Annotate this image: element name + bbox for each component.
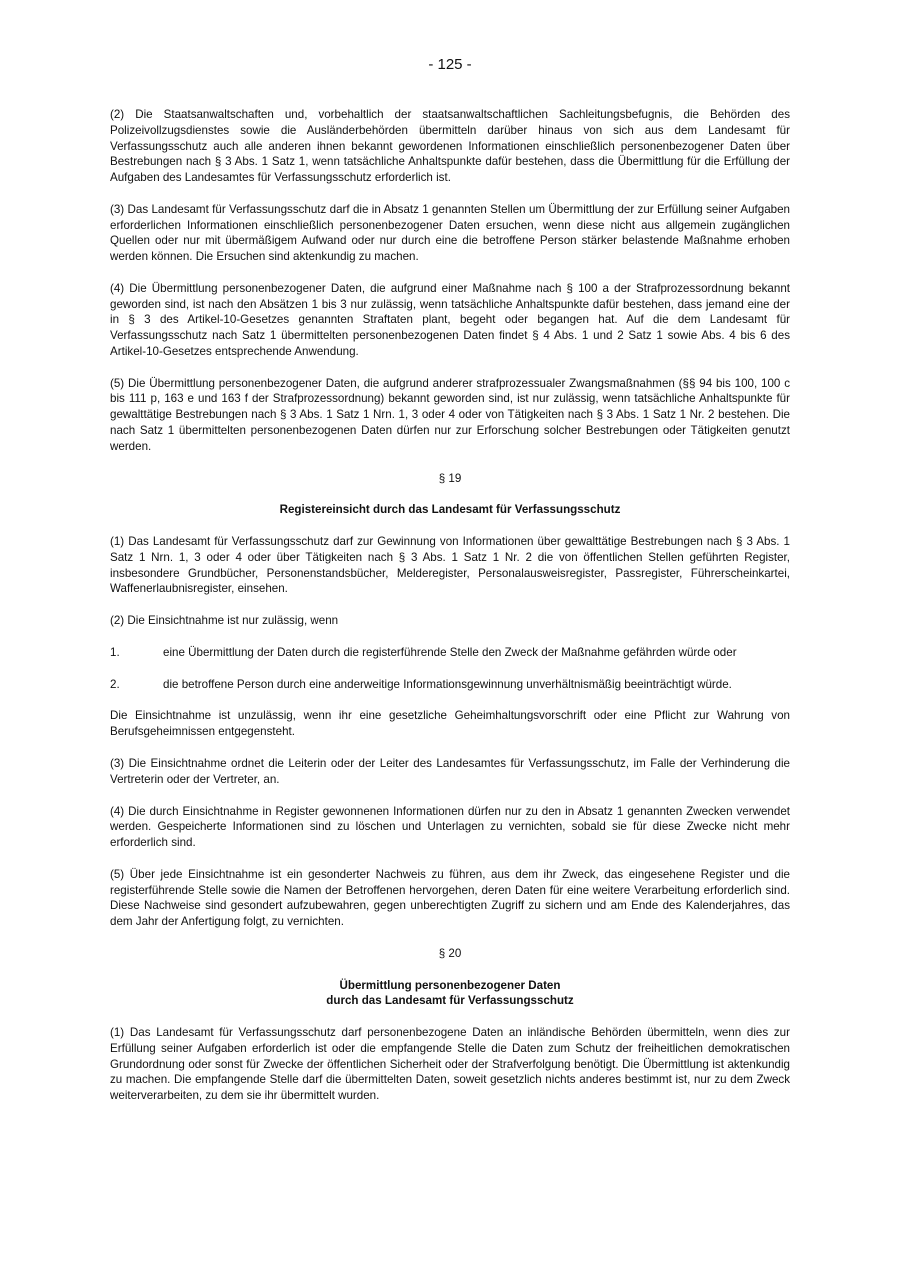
- list-item: [110, 645, 790, 661]
- paragraph-19-4: (4) Die durch Einsichtnahme in Register gewonnenen Informationen dürfen nur zu den in Absatz 1 genannten Zwecken verwendet werden. Gespeicherte Informationen sind zu löschen und Unterlagen zu vernichten, sobald sie für diese Zwecke nicht mehr erforderlich sind.: [110, 804, 790, 850]
- paragraph-20-1: (1) Das Landesamt für Verfassungsschutz darf personenbezogene Daten an inländische Behörden übermitteln, wenn dies zur Erfüllung seiner Aufgaben erforderlich ist oder die empfangende Stelle die Daten zum Schutz der freiheitlichen demokratischen Grundordnung oder sonst für Zwecke der öffentlichen Sicherheit oder der Strafverfolgung benötigt. Die Übermittlung ist aktenkundig zu machen. Die empfangende Stelle darf die übermittelten Daten, soweit gesetzlich nichts anderes bestimmt ist, nur zu dem Zweck weiterverarbeiten, zu dem sie ihr übermittelt wurden.: [110, 1026, 790, 1103]
- section-20-title-line1: Übermittlung personenbezogener Daten: [339, 978, 561, 992]
- section-19-number: § 19: [438, 471, 462, 485]
- section-20-title: [110, 978, 790, 1010]
- paragraph-18-2: (2) Die Staatsanwaltschaften und, vorbehaltlich der staatsanwaltschaftlichen Sachleitungsbefugnis, die Behörden des Polizeivollzugsdienstes sowie die Ausländerbehörden übermitteln darüber hinaus von sich aus dem Landesamt für Verfassungsschutz auch alle anderen ihnen bekannt gewordenen Informationen einschließlich personenbezogener Daten über Bestrebungen nach § 3 Abs. 1 Satz 1, wenn tatsächliche Anhaltspunkte dafür bestehen, dass die Übermittlung für die Erfüllung der Aufgaben des Landesamtes für Verfassungsschutz erforderlich ist.: [110, 108, 790, 185]
- list-item-number: 2.: [110, 677, 120, 691]
- paragraph-19-3: (3) Die Einsichtnahme ordnet die Leiterin oder der Leiter des Landesamtes für Verfassungsschutz, im Falle der Verhinderung die Vertreterin oder der Vertreter, an.: [110, 756, 790, 786]
- list-item-text: eine Übermittlung der Daten durch die registerführende Stelle den Zweck der Maßnahme gefährden würde oder: [163, 645, 737, 659]
- list-item-text: die betroffene Person durch eine anderweitige Informationsgewinnung unverhältnismäßig beeinträchtigt würde.: [163, 677, 732, 691]
- section-20-title-line2: durch das Landesamt für Verfassungsschutz: [326, 994, 574, 1008]
- list-item-number: 1.: [110, 645, 120, 659]
- section-19-title: Registereinsicht durch das Landesamt für Verfassungsschutz: [279, 503, 621, 517]
- paragraph-19-2-tail: Die Einsichtnahme ist unzulässig, wenn ihr eine gesetzliche Geheimhaltungsvorschrift oder eine Pflicht zur Wahrung von Berufsgeheimnissen entgegensteht.: [110, 709, 790, 739]
- paragraph-19-5: (5) Über jede Einsichtnahme ist ein gesonderter Nachweis zu führen, aus dem ihr Zweck, das eingesehene Register und die registerführende Stelle sowie die Namen der Betroffenen hervorgehen, deren Daten für eine weitere Verarbeitung erforderlich sind. Diese Nachweise sind gesondert aufzubewahren, gegen unberechtigten Zugriff zu sichern und am Ende des Kalenderjahres, das dem Jahr der Anfertigung folgt, zu vernichten.: [110, 867, 790, 929]
- page-content: [110, 107, 790, 1120]
- paragraph-18-3: (3) Das Landesamt für Verfassungsschutz darf die in Absatz 1 genannten Stellen um Übermittlung der zur Erfüllung seiner Aufgaben erforderlichen Informationen einschließlich personenbezogener Daten ersuchen, wenn diese nicht aus allgemein zugänglichen Quellen oder nur mit übermäßigem Aufwand oder nur durch eine die betroffene Person stärker belastende Maßnahme erhoben werden können. Die Ersuchen sind aktenkundig zu machen.: [110, 202, 790, 264]
- section-20-number: § 20: [438, 946, 462, 960]
- paragraph-18-5: (5) Die Übermittlung personenbezogener Daten, die aufgrund anderer strafprozessualer Zwangsmaßnahmen (§§ 94 bis 100, 100 c bis 111 p, 163 e und 163 f der Strafprozessordnung) bekannt geworden sind, ist nur zulässig, wenn tatsächliche Anhaltspunkte für gewalttätige Bestrebungen nach § 3 Abs. 1 Satz 1 Nrn. 1, 3 oder 4 oder von Tätigkeiten nach § 3 Abs. 1 Satz 1 Nr. 2 bestehen. Die nach Satz 1 übermittelten personenbezogenen Daten dürfen nur zur Erforschung solcher Bestrebungen oder Tätigkeiten genutzt werden.: [110, 376, 790, 453]
- paragraph-19-1: (1) Das Landesamt für Verfassungsschutz darf zur Gewinnung von Informationen über gewalttätige Bestrebungen nach § 3 Abs. 1 Satz 1 Nrn. 1, 3 oder 4 oder über Tätigkeiten nach § 3 Abs. 1 Satz 1 Nr. 2 die von öffentlichen Stellen geführten Register, insbesondere Grundbücher, Personenstandsbücher, Melderegister, Personalausweisregister, Passregister, Führerscheinkartei, Waffenerlaubnisregister, einsehen.: [110, 535, 790, 596]
- paragraph-18-4: (4) Die Übermittlung personenbezogener Daten, die aufgrund einer Maßnahme nach § 100 a der Strafprozessordnung bekannt geworden sind, ist nach den Absätzen 1 bis 3 nur zulässig, wenn tatsächliche Anhaltspunkte dafür bestehen, dass jemand eine der in § 3 des Artikel-10-Gesetzes genannten Straftaten plant, begeht oder begangen hat. Auf die dem Landesamt für Verfassungsschutz nach Satz 1 übermittelten personenbezogenen Daten findet § 4 Abs. 1 und 2 Satz 1 sowie Abs. 4 bis 6 des Artikel-10-Gesetzes entsprechende Anwendung.: [110, 281, 790, 358]
- page-number: - 125 -: [428, 56, 472, 73]
- list-item: [110, 677, 790, 693]
- paragraph-19-2-intro: (2) Die Einsichtnahme ist nur zulässig, wenn: [110, 614, 339, 628]
